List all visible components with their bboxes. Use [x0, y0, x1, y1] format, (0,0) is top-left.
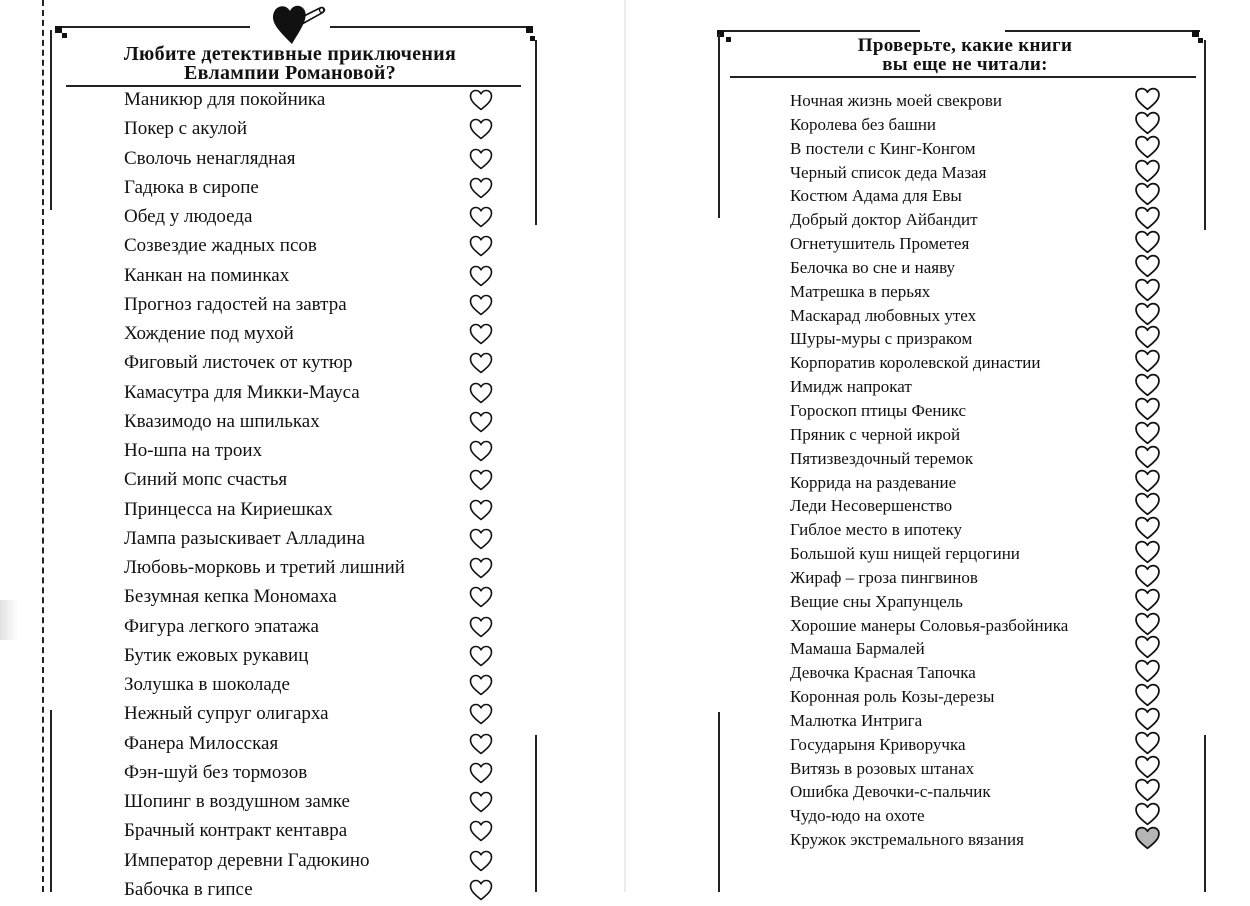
frame-right-line [1204, 40, 1206, 230]
heart-outline-icon[interactable] [469, 294, 493, 316]
left-book-list [124, 87, 504, 906]
book-list-item [790, 351, 1180, 375]
heart-outline-icon[interactable] [1134, 564, 1161, 588]
heart-outline-icon[interactable] [1134, 421, 1161, 445]
book-list-item [124, 818, 504, 847]
heart-outline-icon[interactable] [469, 382, 493, 404]
left-title-line2: Евлампии Романовой? [183, 62, 397, 84]
book-list-item [790, 232, 1180, 256]
book-list-item [790, 542, 1180, 566]
book-title: Вещие сны Храпунцель [790, 591, 963, 611]
book-title: Гадюка в сиропе [124, 176, 259, 198]
heart-outline-icon[interactable] [469, 499, 493, 521]
book-list-item [790, 375, 1180, 399]
frame-corner [55, 26, 62, 33]
book-list-item [124, 526, 504, 555]
book-title: Любовь-морковь и третий лишний [124, 557, 405, 578]
book-title: Сволочь ненаглядная [124, 147, 296, 169]
book-title: Синий мопс счастья [124, 469, 288, 491]
heart-outline-icon[interactable] [1134, 254, 1161, 278]
heart-outline-icon[interactable] [469, 89, 493, 111]
book-list-item [124, 731, 504, 760]
book-list-item [790, 423, 1180, 447]
frame-left-line [718, 34, 720, 218]
page-gutter [624, 0, 626, 892]
heart-outline-icon[interactable] [469, 850, 493, 872]
book-title: Ночная жизнь моей свекрови [790, 91, 1003, 110]
book-title: В постели с Кинг-Конгом [790, 138, 976, 158]
heart-outline-icon[interactable] [1134, 87, 1161, 111]
heart-outline-icon[interactable] [469, 469, 493, 491]
book-title: Пряник с черной икрой [790, 424, 961, 444]
heart-outline-icon[interactable] [1134, 373, 1161, 397]
heart-outline-icon[interactable] [1134, 659, 1161, 683]
book-title: Квазимодо на шпильках [124, 410, 320, 432]
book-list-item [124, 204, 504, 233]
book-title: Фиговый листочек от кутюр [124, 352, 353, 374]
heart-outline-icon[interactable] [469, 440, 493, 462]
book-list-item [790, 184, 1180, 208]
book-title: Принцесса на Кириешках [124, 498, 333, 520]
heart-outline-icon[interactable] [469, 762, 493, 784]
heart-outline-icon[interactable] [469, 879, 493, 901]
book-title: Пятизвездочный теремок [790, 448, 974, 468]
book-title: Добрый доктор Айбандит [790, 210, 978, 230]
book-list-item [790, 161, 1180, 185]
book-list-item [124, 438, 504, 467]
book-title: Государыня Криворучка [790, 734, 966, 754]
book-list-item [124, 292, 504, 321]
book-list-item [790, 518, 1180, 542]
book-title: Прогноз гадостей на завтра [124, 293, 347, 315]
heart-outline-icon[interactable] [1134, 325, 1161, 349]
right-title [730, 36, 1200, 74]
book-title: Обед у людоеда [124, 206, 253, 227]
left-title-line1: Любите детективные приключения [123, 43, 457, 65]
book-title: Бутик ежовых рукавиц [124, 644, 309, 666]
book-title: Витязь в розовых штанах [790, 758, 975, 778]
book-list-item [124, 263, 504, 292]
book-list-item [790, 447, 1180, 471]
book-title: Камасутра для Микки-Мауса [124, 381, 360, 403]
heart-outline-icon[interactable] [469, 206, 493, 228]
book-list-item [790, 614, 1180, 638]
book-list-item [790, 399, 1180, 423]
heart-outline-icon[interactable] [1134, 445, 1161, 469]
book-title: Гиблое место в ипотеку [790, 520, 962, 540]
book-list-item [124, 877, 504, 906]
heart-outline-icon[interactable] [1134, 540, 1161, 564]
book-title: Чудо-юдо на охоте [790, 806, 925, 826]
heart-outline-icon[interactable] [1134, 707, 1161, 731]
book-list-item [790, 89, 1180, 113]
book-list-item [124, 497, 504, 526]
book-title: Безумная кепка Мономаха [124, 586, 337, 608]
book-list-item [124, 701, 504, 730]
frame-top-left [720, 30, 920, 32]
frame-top-right [330, 26, 530, 28]
book-title: Девочка Красная Тапочка [790, 663, 976, 683]
heart-outline-icon[interactable] [469, 323, 493, 345]
book-title: Шопинг в воздушном замке [124, 791, 350, 812]
heart-outline-icon[interactable] [469, 820, 493, 842]
book-title: Большой куш нищей герцогини [790, 544, 1020, 564]
frame-top-left [58, 26, 250, 28]
book-list-item [124, 380, 504, 409]
book-title: Брачный контракт кентавра [124, 820, 348, 842]
book-title: Созвездие жадных псов [124, 235, 317, 257]
heart-outline-icon[interactable] [1134, 397, 1161, 421]
heart-outline-icon[interactable] [1134, 683, 1161, 707]
heart-outline-icon[interactable] [469, 265, 493, 287]
heart-outline-icon[interactable] [1134, 159, 1161, 183]
right-title-line1: Проверьте, какие книги [857, 35, 1073, 56]
book-list-item [790, 566, 1180, 590]
heart-outline-icon[interactable] [1134, 230, 1161, 254]
book-list-item [790, 709, 1180, 733]
frame-left-line [718, 712, 720, 892]
book-list-item [124, 350, 504, 379]
book-list-item [124, 146, 504, 175]
book-title: Фанера Милосская [124, 732, 279, 754]
heart-outline-icon[interactable] [469, 118, 493, 140]
book-title: Гороскоп птицы Феникс [790, 400, 966, 420]
heart-outline-icon[interactable] [1134, 302, 1161, 326]
book-list-item [790, 304, 1180, 328]
book-list-item [124, 555, 504, 584]
book-list-item [124, 643, 504, 672]
book-title: Император деревни Гадюкино [124, 849, 370, 871]
book-title: Ошибка Девочки-с-пальчик [790, 782, 991, 802]
book-title: Огнетушитель Прометея [790, 234, 970, 254]
book-title: Кружок экстремального вязания [790, 830, 1024, 850]
frame-corner [62, 33, 67, 38]
book-title: Матрешка в перьях [790, 281, 931, 301]
book-list-item [790, 280, 1180, 304]
heart-outline-icon[interactable] [1134, 588, 1161, 612]
book-list-item [124, 672, 504, 701]
heart-outline-icon[interactable] [469, 674, 493, 696]
heart-outline-icon[interactable] [469, 791, 493, 813]
heart-outline-icon[interactable] [1134, 516, 1161, 540]
right-title-line2: вы еще не читали: [882, 54, 1048, 75]
book-list-item [790, 733, 1180, 757]
book-list-item [124, 584, 504, 613]
frame-left-line [50, 30, 52, 210]
frame-left-line [50, 710, 52, 892]
heart-outline-icon[interactable] [1134, 469, 1161, 493]
book-list-item [124, 175, 504, 204]
frame-right-line [1204, 735, 1206, 892]
book-list-item [124, 789, 504, 818]
left-title [60, 45, 520, 83]
book-title: Леди Несовершенство [790, 496, 953, 516]
book-title: Белочка во сне и наяву [790, 257, 956, 277]
book-title: Нежный супруг олигарха [124, 703, 329, 725]
book-list-item [790, 661, 1180, 685]
right-book-list [790, 89, 1180, 852]
book-title: Шуры-муры с призраком [790, 329, 973, 349]
book-list-item [790, 828, 1180, 852]
book-list-item [124, 87, 504, 116]
heart-outline-icon[interactable] [1134, 635, 1161, 659]
book-title: Малютка Интрига [790, 710, 923, 730]
book-title: Жираф – гроза пингвинов [790, 567, 978, 587]
title-underline [730, 76, 1196, 78]
heart-outline-icon[interactable] [469, 586, 493, 608]
book-title: Лампа разыскивает Алладина [124, 527, 365, 549]
book-title: Хождение под мухой [124, 323, 294, 344]
book-list-item [124, 760, 504, 789]
book-list-item [790, 757, 1180, 781]
book-title: Костюм Адама для Евы [790, 186, 962, 206]
book-title: Корпоратив королевской династии [790, 353, 1041, 373]
heart-outline-icon[interactable] [469, 148, 493, 170]
book-list-item [790, 590, 1180, 614]
book-title: Золушка в шоколаде [124, 674, 290, 695]
frame-top-right [1005, 30, 1200, 32]
frame-right-line [535, 735, 537, 892]
book-title: Королева без башни [790, 114, 937, 134]
heart-outline-icon[interactable] [469, 703, 493, 725]
heart-outline-icon[interactable] [1134, 206, 1161, 230]
book-title: Маскарад любовных утех [790, 305, 977, 325]
frame-corner [526, 26, 533, 33]
book-list-item [790, 494, 1180, 518]
heart-outline-icon[interactable] [1134, 731, 1161, 755]
book-list-item [790, 256, 1180, 280]
book-list-item [790, 113, 1180, 137]
book-title: Хорошие манеры Соловья-разбойника [790, 615, 1069, 635]
book-list-item [124, 116, 504, 145]
heart-outline-icon[interactable] [469, 616, 493, 638]
book-title: Маникюр для покойника [124, 89, 326, 110]
frame-right-line [535, 40, 537, 225]
book-list-item [124, 467, 504, 496]
heart-outline-icon[interactable] [1134, 111, 1161, 135]
book-title: Коррида на раздевание [790, 472, 957, 492]
book-title: Черный список деда Мазая [790, 162, 987, 182]
book-list-item [124, 409, 504, 438]
book-list-item [790, 780, 1180, 804]
book-list-item [790, 208, 1180, 232]
book-list-item [790, 637, 1180, 661]
book-list-item [790, 471, 1180, 495]
heart-outline-icon[interactable] [469, 557, 493, 579]
heart-outline-icon[interactable] [469, 177, 493, 199]
heart-outline-icon[interactable] [1134, 802, 1161, 826]
heart-outline-icon[interactable] [469, 733, 493, 755]
book-list-item [124, 614, 504, 643]
heart-outline-icon[interactable] [469, 411, 493, 433]
book-title: Канкан на поминках [124, 264, 290, 286]
page-edge-shadow [0, 600, 18, 640]
book-list-item [124, 848, 504, 877]
book-title: Фэн-шуй без тормозов [124, 761, 308, 783]
book-title: Коронная роль Козы-дерезы [790, 687, 995, 707]
book-list-item [124, 233, 504, 262]
heart-outline-icon[interactable] [1134, 278, 1161, 302]
heart-outline-icon[interactable] [469, 645, 493, 667]
heart-with-safety-pin-icon [268, 0, 326, 46]
book-title: Мамаша Бармалей [790, 639, 925, 659]
heart-outline-icon[interactable] [469, 235, 493, 257]
heart-filled-icon[interactable] [1134, 826, 1161, 850]
book-list-item [790, 804, 1180, 828]
heart-outline-icon[interactable] [469, 528, 493, 550]
cut-line [42, 0, 44, 892]
heart-outline-icon[interactable] [1134, 349, 1161, 373]
book-list-item [790, 685, 1180, 709]
heart-outline-icon[interactable] [1134, 492, 1161, 516]
book-title: Бабочка в гипсе [124, 878, 253, 900]
book-list-item [790, 327, 1180, 351]
book-title: Фигура легкого эпатажа [124, 615, 319, 637]
book-title: Но-шпа на троих [124, 440, 263, 461]
book-title: Покер с акулой [124, 118, 248, 140]
heart-outline-icon[interactable] [1134, 755, 1161, 779]
book-title: Имидж напрокат [790, 377, 912, 397]
heart-outline-icon[interactable] [1134, 182, 1161, 206]
book-list-item [124, 321, 504, 350]
heart-outline-icon[interactable] [1134, 778, 1161, 802]
book-list-item [790, 137, 1180, 161]
heart-outline-icon[interactable] [469, 352, 493, 374]
heart-outline-icon[interactable] [1134, 612, 1161, 636]
heart-outline-icon[interactable] [1134, 135, 1161, 159]
